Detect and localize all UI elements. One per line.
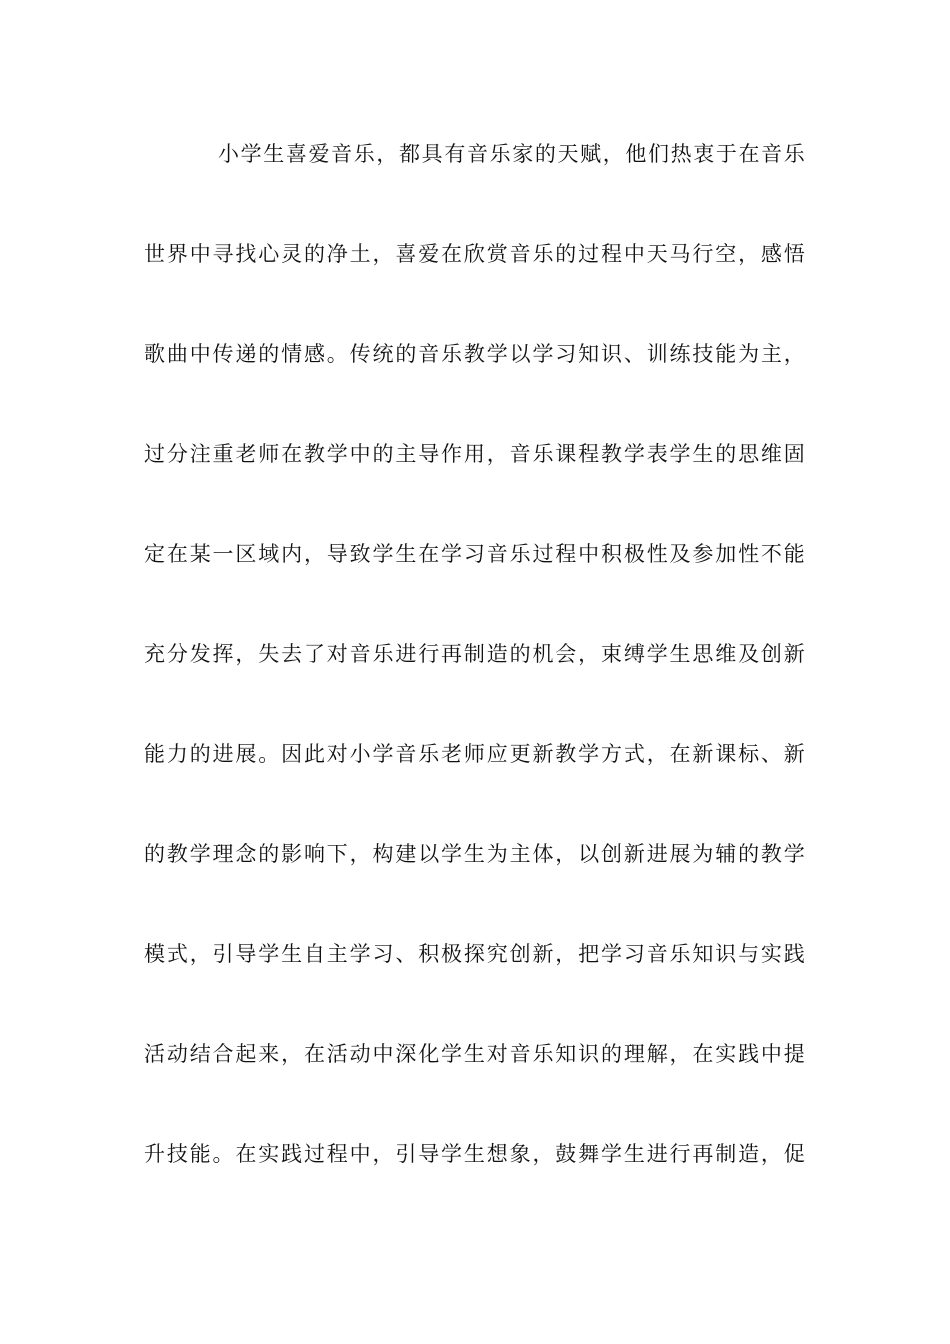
paragraph-line: 小学生喜爱音乐，都具有音乐家的天赋，他们热衷于在音乐 <box>218 142 806 166</box>
paragraph-line: 定在某一区域内，导致学生在学习音乐过程中积极性及参加性不能 <box>144 542 806 566</box>
paragraph-line: 世界中寻找心灵的净土，喜爱在欣赏音乐的过程中天马行空，感悟 <box>144 242 806 266</box>
paragraph-line: 活动结合起来，在活动中深化学生对音乐知识的理解，在实践中提 <box>144 1042 806 1066</box>
paragraph-line: 模式，引导学生自主学习、积极探究创新，把学习音乐知识与实践 <box>144 942 806 966</box>
body-paragraph <box>144 130 806 1230</box>
paragraph-line: 过分注重老师在教学中的主导作用，音乐课程教学表学生的思维固 <box>144 442 806 466</box>
paragraph-line: 升技能。在实践过程中，引导学生想象，鼓舞学生进行再制造，促 <box>144 1142 806 1166</box>
paragraph-line: 能力的进展。因此对小学音乐老师应更新教学方式，在新课标、新 <box>144 742 806 766</box>
paragraph-line: 的教学理念的影响下，构建以学生为主体，以创新进展为辅的教学 <box>144 842 806 866</box>
paragraph-line: 歌曲中传递的情感。传统的音乐教学以学习知识、训练技能为主， <box>144 342 806 366</box>
paragraph-line: 充分发挥，失去了对音乐进行再制造的机会，束缚学生思维及创新 <box>144 642 806 666</box>
